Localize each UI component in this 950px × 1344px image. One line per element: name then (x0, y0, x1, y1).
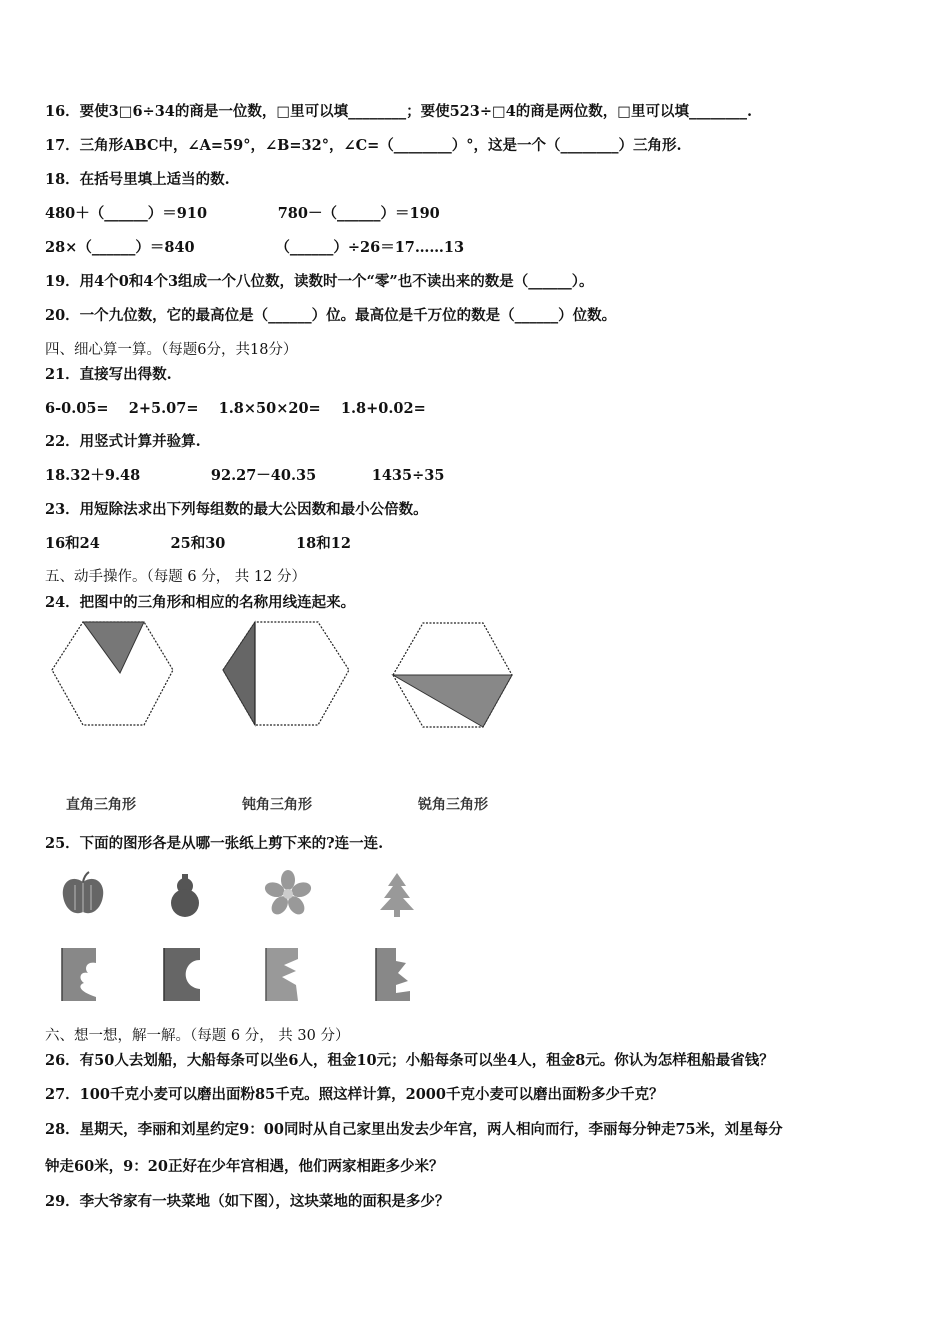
question-18-row-2: 28×（______）＝840 （______）÷26＝17……13 (45, 239, 465, 256)
label-acute-triangle: 锐角三角形 (418, 797, 488, 813)
hexagon-figure-1 (40, 615, 180, 735)
hexagon-figure-3 (385, 615, 525, 735)
question-26: 26．有50人去划船，大船每条可以坐6人，租金10元；小船每条可以坐4人，租金8元。你认为怎样租船最省钱？ (45, 1052, 774, 1069)
question-18-row-1: 480＋（______）＝910 780－（______）＝190 (45, 205, 440, 222)
label-right-triangle: 直角三角形 (66, 797, 136, 813)
question-21: 21．直接写出得数. (45, 366, 172, 383)
question-19: 19．用4个0和4个3组成一个八位数，读数时一个“零”也不读出来的数是（______）。 (45, 273, 594, 290)
question-28-line-1: 28．星期天，李丽和刘星约定9：00同时从自己家里出发去少年宫，两人相向而行，李丽每分钟走75米，刘星每分 (45, 1121, 783, 1138)
question-20: 20．一个九位数，它的最高位是（______）位。最高位是千万位的数是（______）位数。 (45, 307, 617, 324)
section-4-heading: 四、细心算一算。（每题6分，共18分） (45, 342, 298, 358)
question-28-line-2: 钟走60米，9：20正好在少年宫相遇，他们两家相距多少米？ (45, 1158, 444, 1175)
question-18: 18．在括号里填上适当的数. (45, 171, 230, 188)
paper-cutout-2-icon (160, 945, 205, 1003)
question-22: 22．用竖式计算并验算. (45, 433, 201, 450)
question-25: 25．下面的图形各是从哪一张纸上剪下来的?连一连. (45, 835, 384, 852)
question-23: 23．用短除法求出下列每组数的最大公因数和最小公倍数。 (45, 501, 428, 518)
gourd-shape-icon (160, 870, 210, 920)
question-17: 17．三角形ABC中，∠A=59°，∠B=32°，∠C=（________）°，这是一个（________）三角形. (45, 137, 682, 154)
question-27: 27．100千克小麦可以磨出面粉85千克。照这样计算，2000千克小麦可以磨出面粉多少千克？ (45, 1086, 664, 1103)
question-24: 24．把图中的三角形和相应的名称用线连起来。 (45, 594, 356, 611)
label-obtuse-triangle: 钝角三角形 (242, 797, 312, 813)
flower-shape-icon (262, 868, 314, 920)
question-29: 29．李大爷家有一块菜地（如下图），这块菜地的面积是多少？ (45, 1193, 450, 1210)
question-22-items: 18.32＋9.48 92.27－40.35 1435÷35 (45, 467, 445, 484)
hexagon-figure-2 (210, 615, 350, 735)
paper-cutout-3-icon (262, 945, 307, 1003)
question-21-items: 6-0.05= 2+5.07= 1.8×50×20= 1.8+0.02= (45, 400, 426, 417)
paper-cutout-1-icon (58, 945, 103, 1003)
tree-shape-icon (372, 870, 422, 920)
apple-shape-icon (58, 870, 108, 920)
question-16: 16．要使3□6÷34的商是一位数，□里可以填________；要使523÷□4的商是两位数，□里可以填________. (45, 103, 753, 120)
paper-cutout-4-icon (372, 945, 417, 1003)
section-6-heading: 六、想一想，解一解。（每题 6 分， 共 30 分） (45, 1028, 350, 1044)
question-23-items: 16和24 25和30 18和12 (45, 535, 351, 552)
section-5-heading: 五、动手操作。（每题 6 分， 共 12 分） (45, 569, 306, 585)
